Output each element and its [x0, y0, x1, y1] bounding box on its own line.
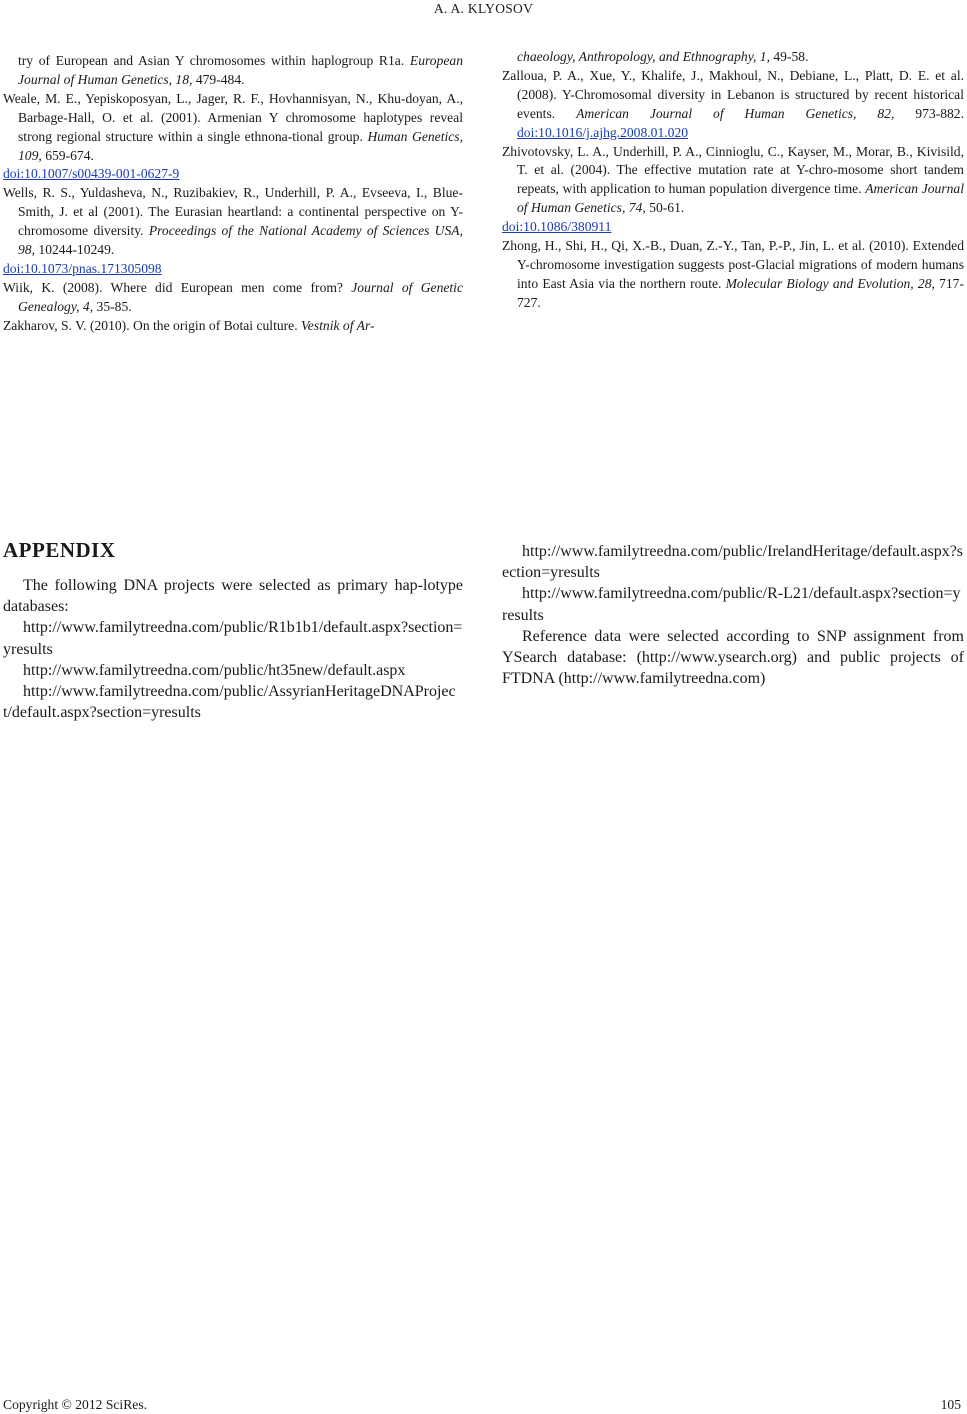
appendix-intro: The following DNA projects were selected as primary hap-lotype databases: [3, 577, 463, 616]
reference-wiik: Wiik, K. (2008). Where did European men come from? Journal of Genetic Genealogy, 4, 35-85. [3, 279, 463, 314]
appendix-heading: APPENDIX [3, 538, 116, 562]
project-url: http://www.familytreedna.com/public/IrelandHeritage/default.aspx?section=yresults [502, 543, 964, 582]
doi-link[interactable]: doi:10.1073/pnas.171305098 [3, 260, 162, 276]
reference-zhivotovsky: Zhivotovsky, L. A., Underhill, P. A., Cinnioglu, C., Kayser, M., Morar, B., Kivisild, T. et al. (2004). The effective mutation rate at Y-chro-mosome short tandem repeats, with application to human population divergence time. American Journal of Human Genetics, 74, 50-61. doi:10.1086/380911 [502, 143, 964, 238]
reference-data-note: Reference data were selected according to SNP assignment from YSearch database: (http://www.ysearch.org) and public projects of FTDNA (http://www.familytreedna.com) [502, 627, 964, 688]
copyright-footer: Copyright © 2012 SciRes. [3, 1397, 148, 1412]
doi-link[interactable]: doi:10.1016/j.ajhg.2008.01.020 [517, 124, 689, 140]
reference-zalloua: Zalloua, P. A., Xue, Y., Khalife, J., Makhoul, N., Debiane, L., Platt, D. E. et al. (2008). Y-Chromosomal diversity in Lebanon is structured by recent historical events. American Journal of Human Genetics, 82, 973-882. doi:10.1016/j.ajhg.2008.01.020 [502, 67, 965, 140]
appendix-left-column [3, 575, 463, 723]
reference-continuation: try of European and Asian Y chromosomes within haplogroup R1a. European Journal of Human Genetics, 18, 479-484. [18, 53, 463, 87]
running-head: A. A. KLYOSOV [433, 1, 534, 16]
project-url: http://www.familytreedna.com/public/R-L21/default.aspx?section=yresults [502, 585, 961, 624]
reference-continuation: chaeology, Anthropology, and Ethnography, 1, 49-58. [517, 49, 809, 64]
doi-link[interactable]: doi:10.1086/380911 [502, 219, 612, 235]
project-url: http://www.familytreedna.com/public/AssyrianHeritageDNAProject/default.aspx?section=yresults [3, 683, 456, 722]
project-url: http://www.familytreedna.com/public/ht35new/default.aspx [23, 661, 406, 679]
doi-link[interactable]: doi:10.1007/s00439-001-0627-9 [3, 166, 180, 182]
reference-weale: Weale, M. E., Yepiskoposyan, L., Jager, R. F., Hovhannisyan, N., Khu-doyan, A., Barbage-Hall, O. et al. (2001). Armenian Y chromosome haplotypes reveal strong regional structure within a single ethnona-tional group. Human Genetics, 109, 659-674. doi:10.1007/s00439-001-0627-9 [3, 90, 463, 185]
page-number: 105 [940, 1397, 961, 1412]
reference-zakharov: Zakharov, S. V. (2010). On the origin of Botai culture. Vestnik of Ar- [3, 317, 375, 333]
references-left-column [3, 52, 463, 336]
reference-wells: Wells, R. S., Yuldasheva, N., Ruzibakiev, R., Underhill, P. A., Evseeva, I., Blue-Smith, J. et al (2001). The Eurasian heartland: a continental perspective on Y-chromosome diversity. Proceedings of the National Academy of Sciences USA, 98, 10244-10249. doi:10.1073/pnas.171305098 [3, 184, 463, 279]
reference-zhong: Zhong, H., Shi, H., Qi, X.-B., Duan, Z.-Y., Tan, P.-P., Jin, L. et al. (2010). Extended Y-chromosome investigation suggests post-Glacial migrations of modern humans into East Asia via the northern route. Molecular Biology and Evolution, 28, 717-727. [502, 238, 964, 310]
appendix-right-column [502, 541, 964, 689]
project-url: http://www.familytreedna.com/public/R1b1b1/default.aspx?section=yresults [3, 619, 463, 658]
references-right-column [502, 48, 964, 313]
